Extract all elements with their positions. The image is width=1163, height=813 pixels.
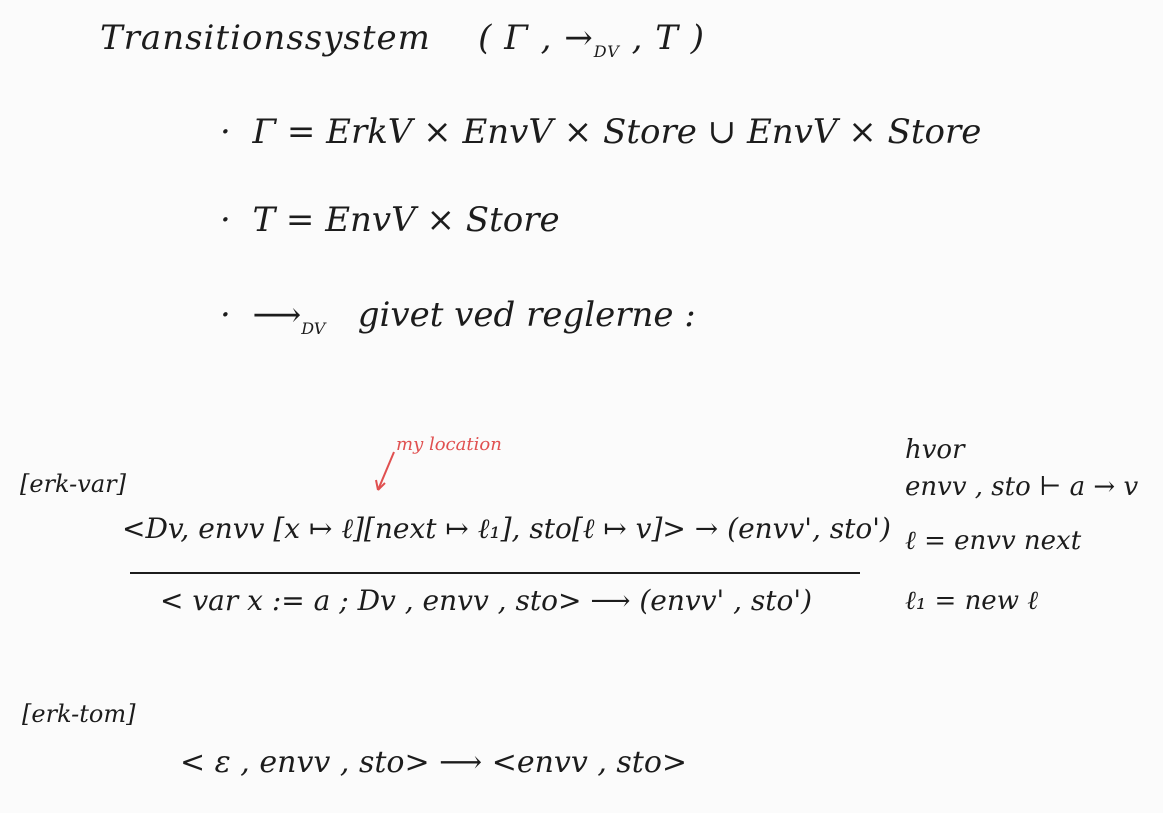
bullet-arrow-sub: DV [301,318,326,338]
side-condition: ℓ₁ = new ℓ [905,586,1039,616]
bullet-arrow: ⟶ [252,295,302,335]
side-condition: ℓ = envv next [905,526,1082,556]
annotation-arrow-icon [370,450,400,496]
rule-name-erk-var: [erk-var] [20,470,126,498]
slide-title [100,18,705,61]
rule-conclusion: < var x := a ; Dv , envv , sto> ⟶ (envv' , sto') [160,584,813,617]
inference-line [130,572,860,574]
bullet-text: T = EnvV × Store [252,200,560,240]
bullet-marker: · [220,112,231,152]
bullet-text: givet ved reglerne : [357,295,696,335]
bullet-gamma [220,112,981,152]
annotation-my-location: my location [396,434,502,455]
side-condition: envv , sto ⊢ a → v [905,472,1139,502]
title-tuple: ( Γ , → [478,18,594,58]
bullet-terminal [220,200,560,240]
rule-premise: <Dv, envv [x ↦ ℓ][next ↦ ℓ₁], sto[ℓ ↦ v]> → (envv', sto') [122,512,891,545]
bullet-marker: · [220,200,231,240]
bullet-marker: · [220,295,231,335]
bullet-text: Γ = ErkV × EnvV × Store ∪ EnvV × Store [252,112,982,152]
title-prefix: Transitionssystem [100,18,431,58]
title-tuple-sub: DV [593,41,620,61]
side-condition-title: hvor [905,435,965,465]
rule-erk-tom-text: < ε , envv , sto> ⟶ <envv , sto> [180,745,688,780]
rule-name-erk-tom: [erk-tom] [22,700,136,728]
bullet-transition [220,295,696,338]
title-tuple-end: , T ) [631,18,706,58]
